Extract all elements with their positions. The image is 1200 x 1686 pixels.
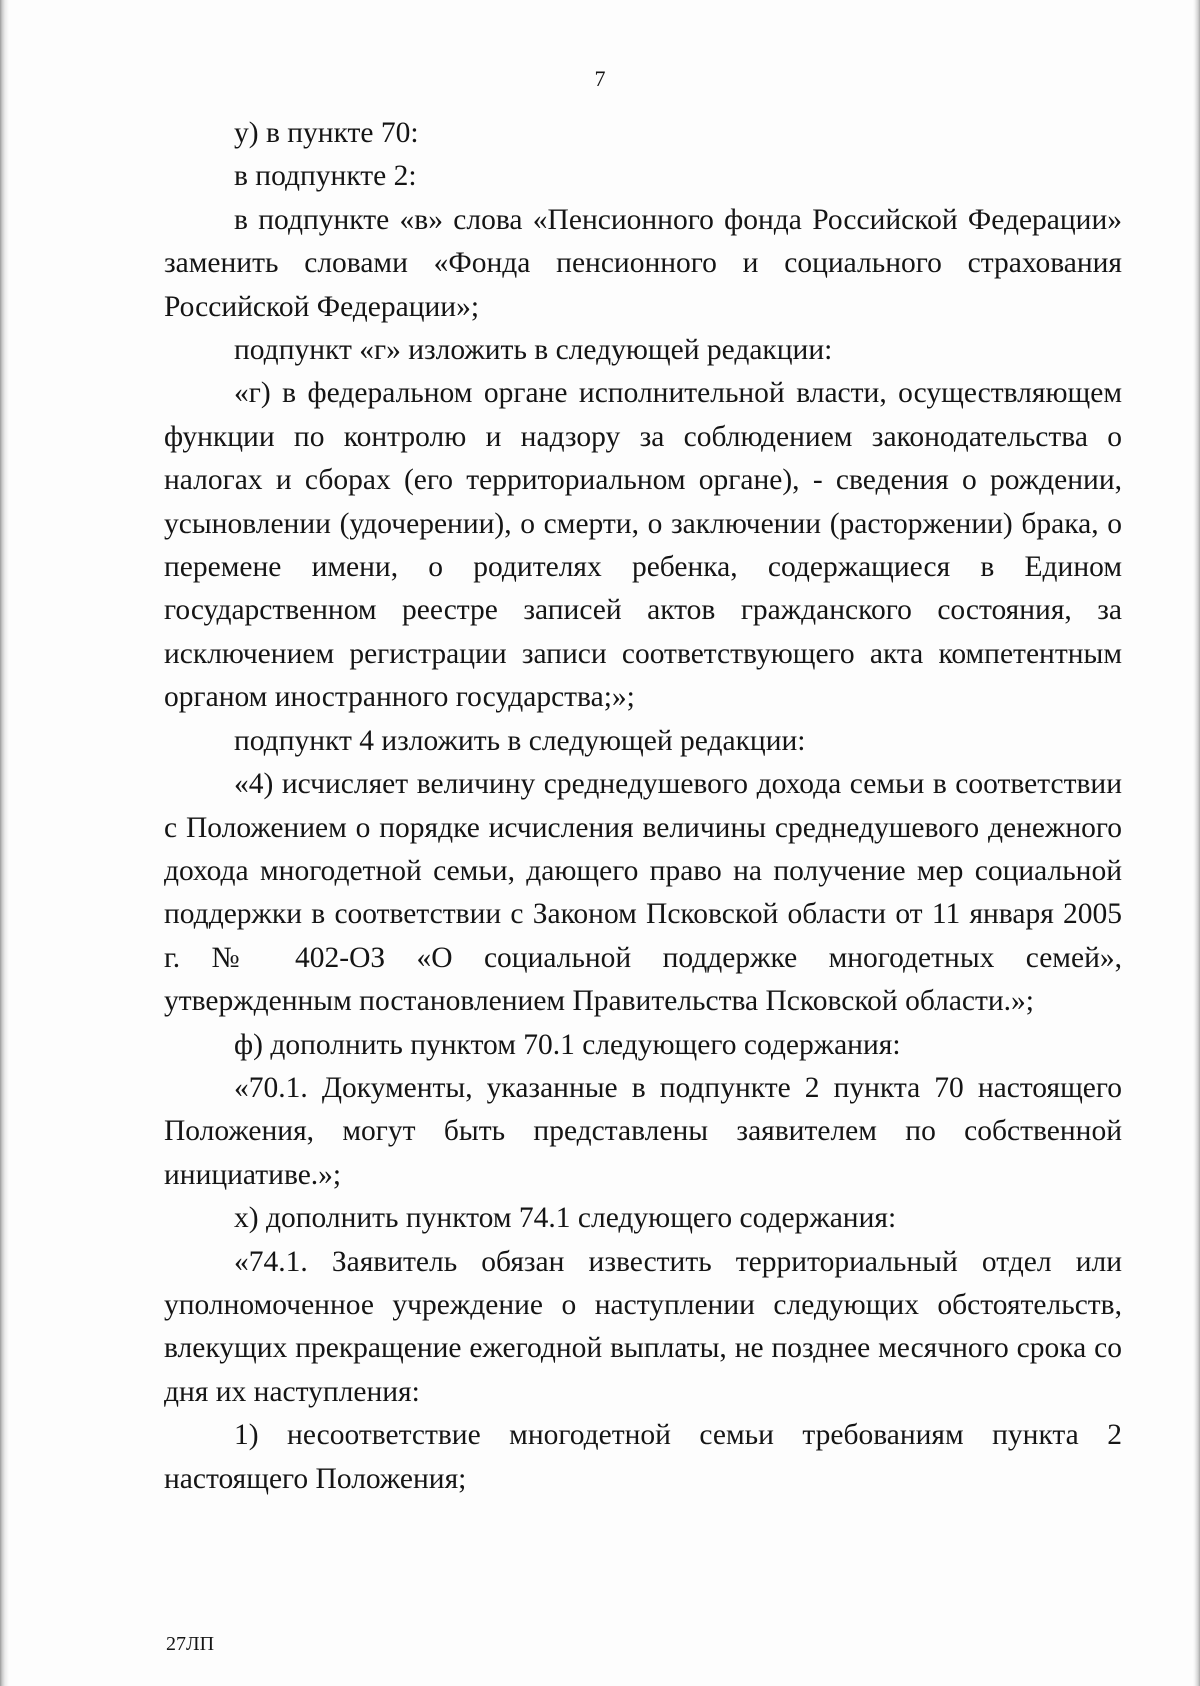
paragraph-subpoint-4-text: «4) исчисляет величину среднедушевого дохода семьи в соответствии с Положением о порядке исчисления величины среднедушевого денежного дохода многодетной семьи, дающего право на получение мер социальной поддержки в соответствии с Законом Псковской области от 11 января 2005 г. № 402-ОЗ «О социальной поддержке многодетных семей», утвержденным постановлением Правительства Псковской области.»; [164,768,1122,1018]
paragraph-point-74-1-item-1: 1) несоответствие многодетной семьи требованиям пункта 2 настоящего Положения; [164,1419,1122,1495]
paragraph-subpoint-g-heading: подпункт «г» изложить в следующей редакции: [234,334,833,367]
paragraph-subpoint-g-text: «г) в федеральном органе исполнительной власти, осуществляющем функции по контролю и надзору за соблюдением законодательства о налогах и сборах (его территориальном органе), - сведения о рождении, усыновлении (удочерении), о смерти, о заключении (расторжении) брака, о перемене имени, о родителях ребенка, содержащиеся в Едином государственном реестре записей актов гражданского состояния, за исключением регистрации записи соответствующего акта компетентным органом иностранного государства;»; [164,377,1122,714]
paragraph-point-70-1: «70.1. Документы, указанные в подпункте 2 пункта 70 настоящего Положения, могут быть представлены заявителем по собственной инициативе.»; [164,1071,1122,1191]
paragraph-item-f: ф) дополнить пунктом 70.1 следующего содержания: [234,1028,901,1061]
paragraph-subpoint-2: в подпункте 2: [234,160,417,193]
paragraph-subpoint-4-heading: подпункт 4 изложить в следующей редакции: [234,724,806,757]
paragraph-item-h: х) дополнить пунктом 74.1 следующего содержания: [234,1202,897,1235]
scan-edge-left [0,0,9,1686]
paragraph-subpoint-v-replacement: в подпункте «в» слова «Пенсионного фонда Российской Федерации» заменить словами «Фонда пенсионного и социального страхования Российской Федерации»; [164,203,1122,323]
scan-edge-right [1193,0,1200,1686]
paragraph-point-74-1: «74.1. Заявитель обязан известить территориальный отдел или уполномоченное учреждение о наступлении следующих обстоятельств, влекущих прекращение ежегодной выплаты, не позднее месячного срока со дня их наступления: [164,1245,1122,1408]
document-body [164,112,1122,1501]
document-code: 27ЛП [166,1633,215,1655]
page-number: 7 [594,66,606,91]
paragraph-item-u: у) в пункте 70: [234,117,419,149]
